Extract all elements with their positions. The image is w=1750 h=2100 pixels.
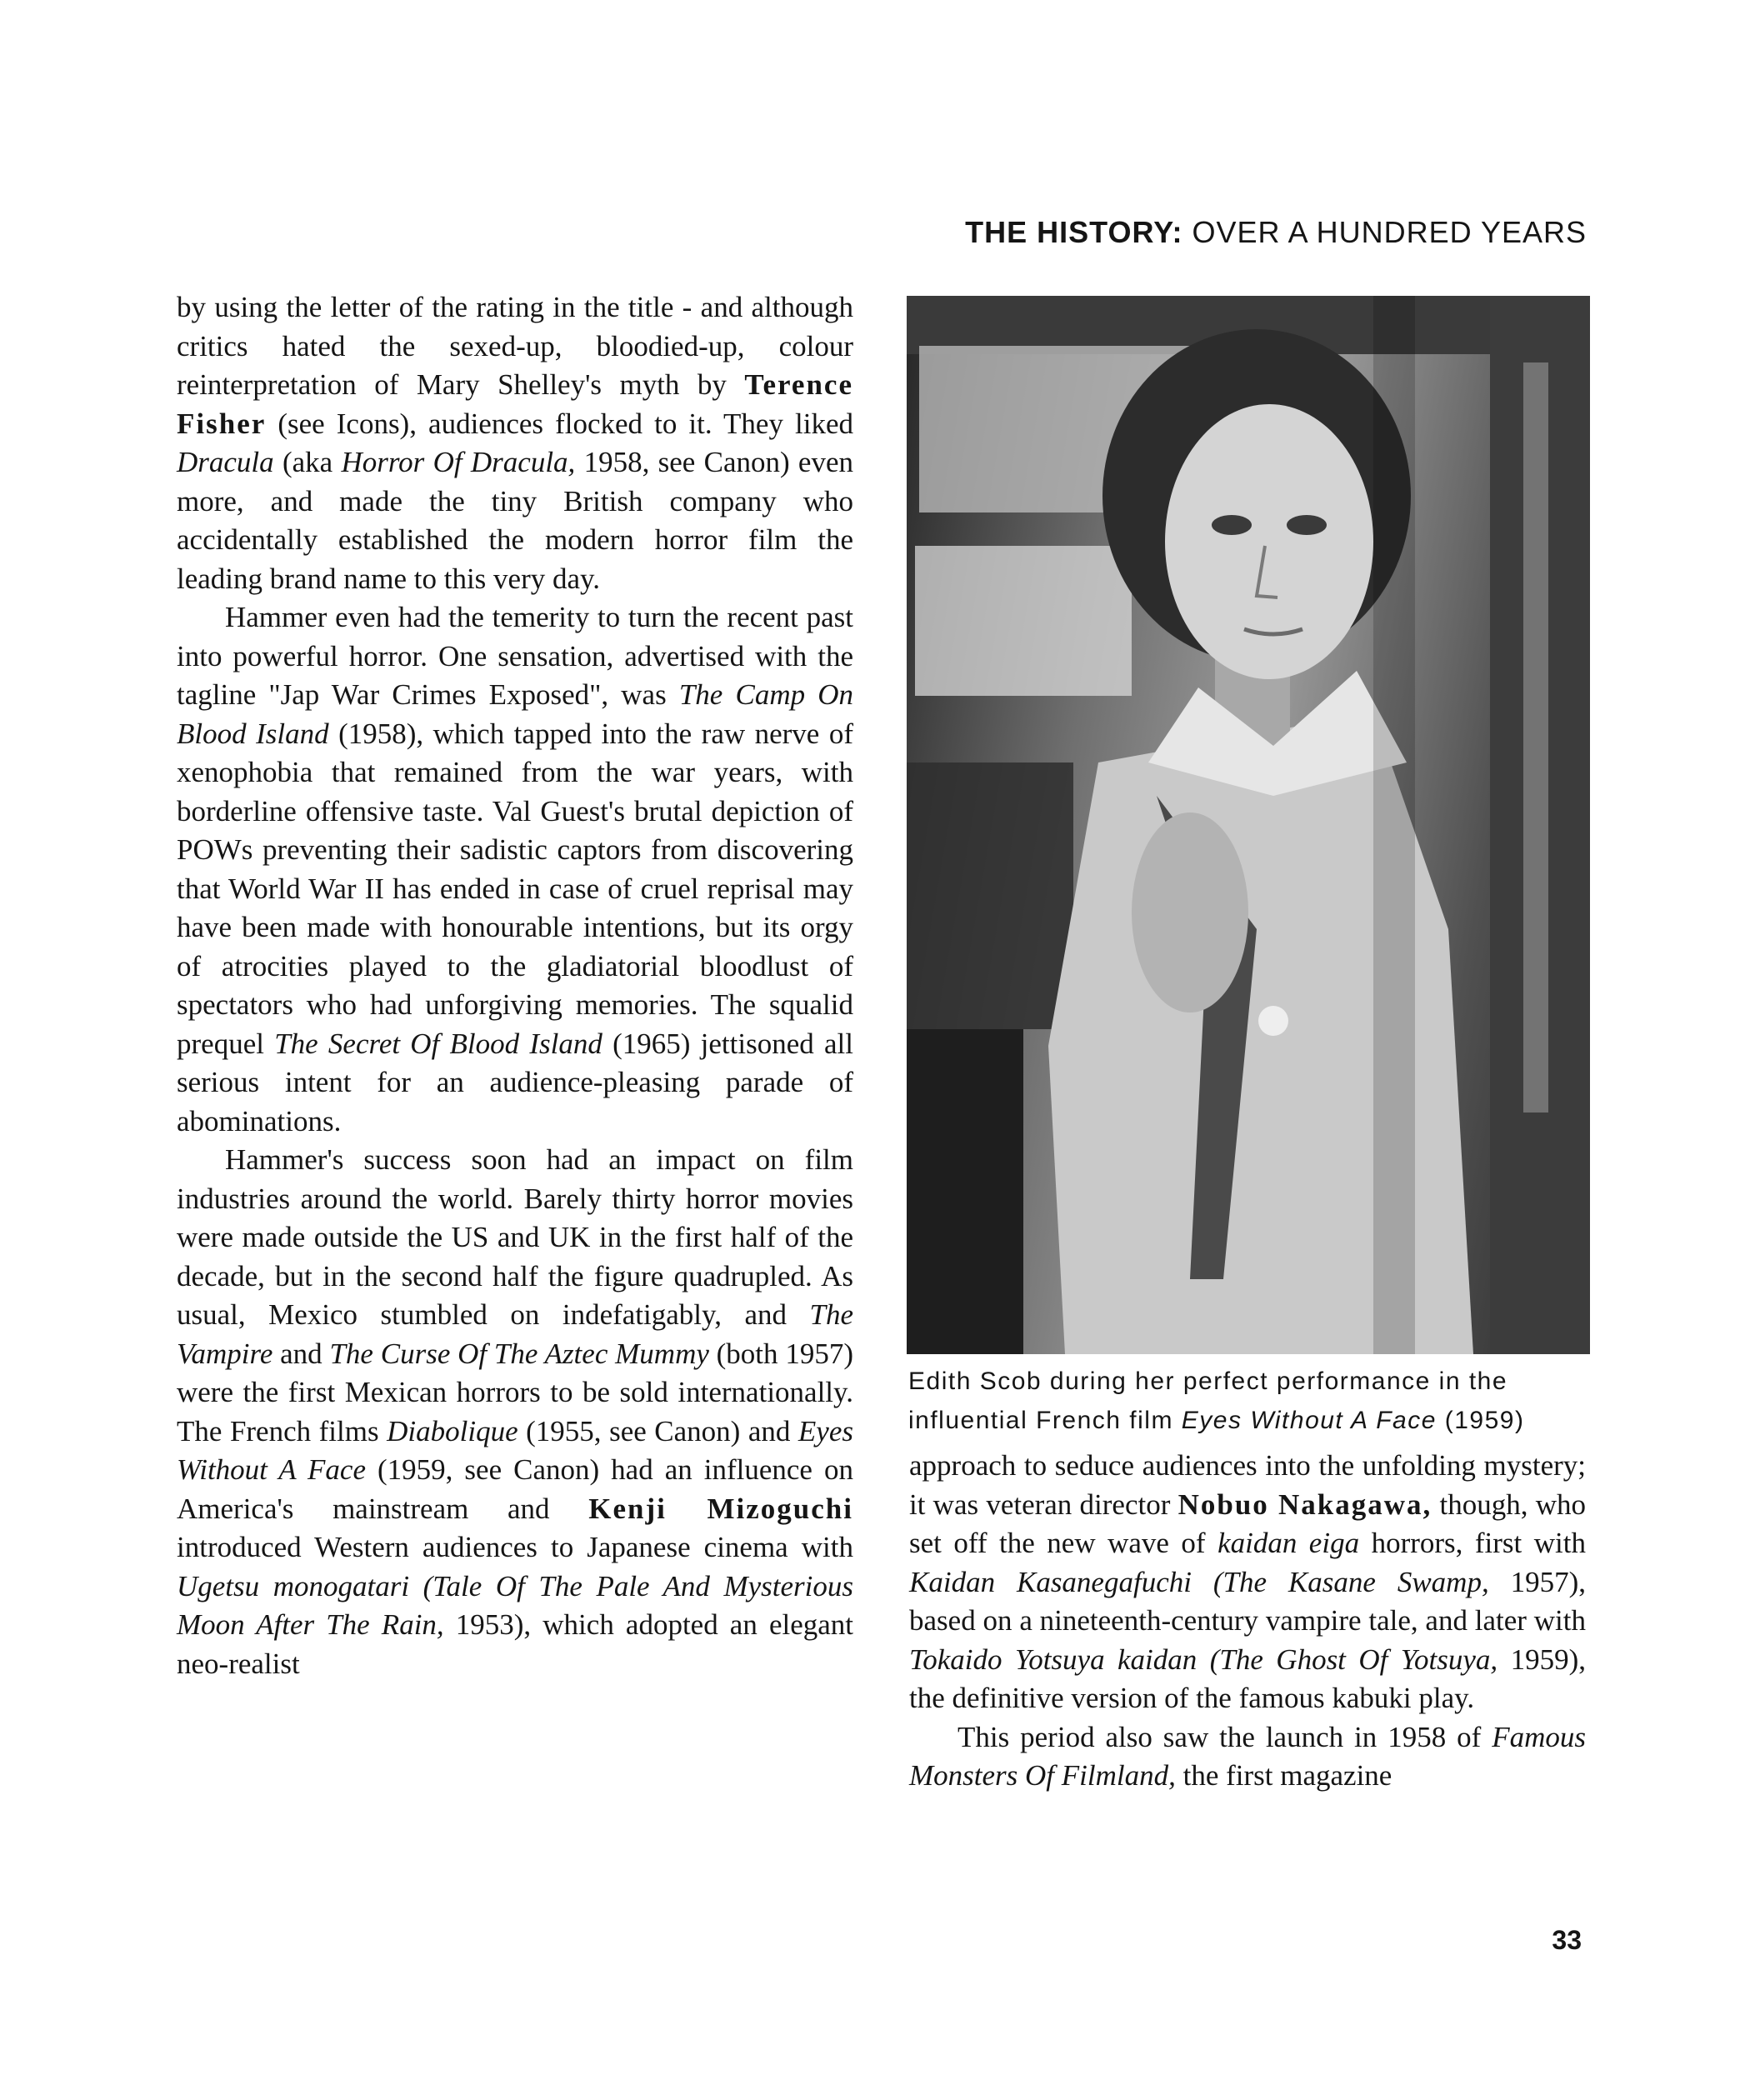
text-run: This period also saw the launch in 1958 of bbox=[958, 1720, 1492, 1753]
clasped-hands bbox=[1132, 812, 1248, 1012]
film-still-photo bbox=[907, 296, 1590, 1354]
coat-button bbox=[1258, 1006, 1288, 1036]
right-text-column bbox=[909, 1447, 1586, 1796]
italic-title: Horror Of Dracula, bbox=[341, 446, 576, 478]
text-run: Hammer's success soon had an impact on film industries around the world. Barely thirty horror movies were made outside the US and UK in the first half of the decade, but in the second half the figure quadrupled. As usual, Mexico stumbled on indefatigably, and bbox=[177, 1143, 853, 1331]
italic-title: Ugetsu monogatari (Tale Of The Pale And Mysterious Moon After The Rain, bbox=[177, 1569, 853, 1641]
paragraph bbox=[177, 1141, 853, 1683]
dark-floor bbox=[907, 1029, 1023, 1354]
paragraph bbox=[177, 598, 853, 1141]
italic-title: The Vampire bbox=[177, 1298, 853, 1370]
caption-line-2 bbox=[908, 1401, 1600, 1440]
text-run: approach to seduce audiences into the unfolding mystery; it was veteran director bbox=[909, 1449, 1586, 1521]
paragraph bbox=[177, 288, 853, 598]
paragraph bbox=[909, 1718, 1586, 1796]
paragraph bbox=[909, 1447, 1586, 1718]
running-head-rest: OVER A HUNDRED YEARS bbox=[1182, 215, 1587, 249]
text-run: (see Icons), audiences flocked to it. They liked bbox=[266, 407, 853, 440]
running-head bbox=[965, 215, 1587, 250]
text-run: introduced Western audiences to Japanese cinema with bbox=[177, 1531, 853, 1563]
text-run: 1957), based on a nineteenth-century vampire tale, and later with bbox=[909, 1565, 1587, 1637]
white-mask-face bbox=[1165, 404, 1373, 679]
text-run: (1955, see Canon) and bbox=[518, 1414, 798, 1448]
wall-panel bbox=[915, 546, 1132, 696]
text-run: (1959, see Canon) had an influence on America's mainstream and bbox=[177, 1453, 853, 1525]
left-eye bbox=[1212, 515, 1252, 535]
left-text-column bbox=[177, 288, 853, 1683]
bold-name: Nobuo Nakagawa, bbox=[1178, 1488, 1432, 1521]
text-run: horrors, first with bbox=[1359, 1527, 1586, 1559]
film-still-illustration bbox=[907, 296, 1590, 1354]
italic-title: Eyes Without A Face bbox=[177, 1414, 853, 1486]
text-run: (aka bbox=[273, 446, 342, 478]
caption-year: (1959) bbox=[1436, 1407, 1525, 1434]
text-run: though, who set off the new wave of bbox=[909, 1488, 1586, 1559]
text-run: by using the letter of the rating in the title - and although critics hated the sexed-up, bloodied-up, colour reinterpretation of Mary Shelley's myth by bbox=[177, 291, 853, 401]
text-run: (1958), which tapped into the raw nerve of xenophobia that remained from the war years, with borderline offensive taste. Val Guest's brutal depiction of POWs preventing their sadistic captors from discovering that World War II has ended in case of cruel reprisal may have been made with honourable intentions, but its orgy of atrocities played to the gladiatorial bloodlust of spectators who had unforgiving memories. The squalid prequel bbox=[177, 717, 853, 1060]
italic-title: Kaidan Kasanegafuchi (The Kasane Swamp, bbox=[909, 1565, 1489, 1598]
text-run: and bbox=[272, 1337, 330, 1370]
page-number: 33 bbox=[1552, 1925, 1582, 1955]
italic-title: The Camp On Blood Island bbox=[177, 678, 853, 750]
photo-caption bbox=[908, 1362, 1600, 1440]
text-run: 1958, see Canon) even more, and made the tiny British company who accidentally established the modern horror film the leading brand name to this very day. bbox=[177, 446, 853, 595]
text-run: (both 1957) were the first Mexican horrors to be sold internationally. The French films bbox=[177, 1337, 853, 1448]
text-run: Hammer even had the temerity to turn the recent past into powerful horror. One sensation, advertised with the tagline "Jap War Crimes Exposed", was bbox=[177, 601, 853, 711]
caption-line-1: Edith Scob during her perfect performance in the bbox=[908, 1368, 1508, 1395]
italic-title: Diabolique bbox=[387, 1414, 518, 1448]
dark-background-left bbox=[907, 762, 1073, 1029]
italic-title: The Secret Of Blood Island bbox=[274, 1027, 602, 1060]
italic-title: The Curse Of The Aztec Mummy bbox=[329, 1337, 709, 1370]
text-run: the first magazine bbox=[1175, 1759, 1392, 1792]
text-run: (1965) jettisoned all serious intent for an audience-pleasing parade of abominations. bbox=[177, 1027, 853, 1138]
bold-name: Kenji Mizoguchi bbox=[588, 1492, 853, 1525]
caption-film-title: Eyes Without A Face bbox=[1181, 1407, 1437, 1434]
post-highlight bbox=[1523, 362, 1548, 1112]
text-run: 1953), which adopted an elegant neo-realist bbox=[177, 1608, 853, 1680]
italic-title: Tokaido Yotsuya kaidan (The Ghost Of Yotsuya, bbox=[909, 1642, 1498, 1676]
running-head-bold: THE HISTORY: bbox=[965, 215, 1183, 249]
italic-title: kaidan eiga bbox=[1218, 1527, 1360, 1559]
bold-name: Terence Fisher bbox=[177, 368, 853, 440]
text-run: 1959), the definitive version of the famous kabuki play. bbox=[909, 1642, 1587, 1714]
italic-title: Dracula bbox=[177, 446, 274, 478]
shadow-strip bbox=[1373, 296, 1415, 1354]
right-eye bbox=[1287, 515, 1327, 535]
caption-line-2-text: influential French film bbox=[908, 1407, 1182, 1434]
italic-title: Famous Monsters Of Filmland, bbox=[909, 1720, 1586, 1792]
